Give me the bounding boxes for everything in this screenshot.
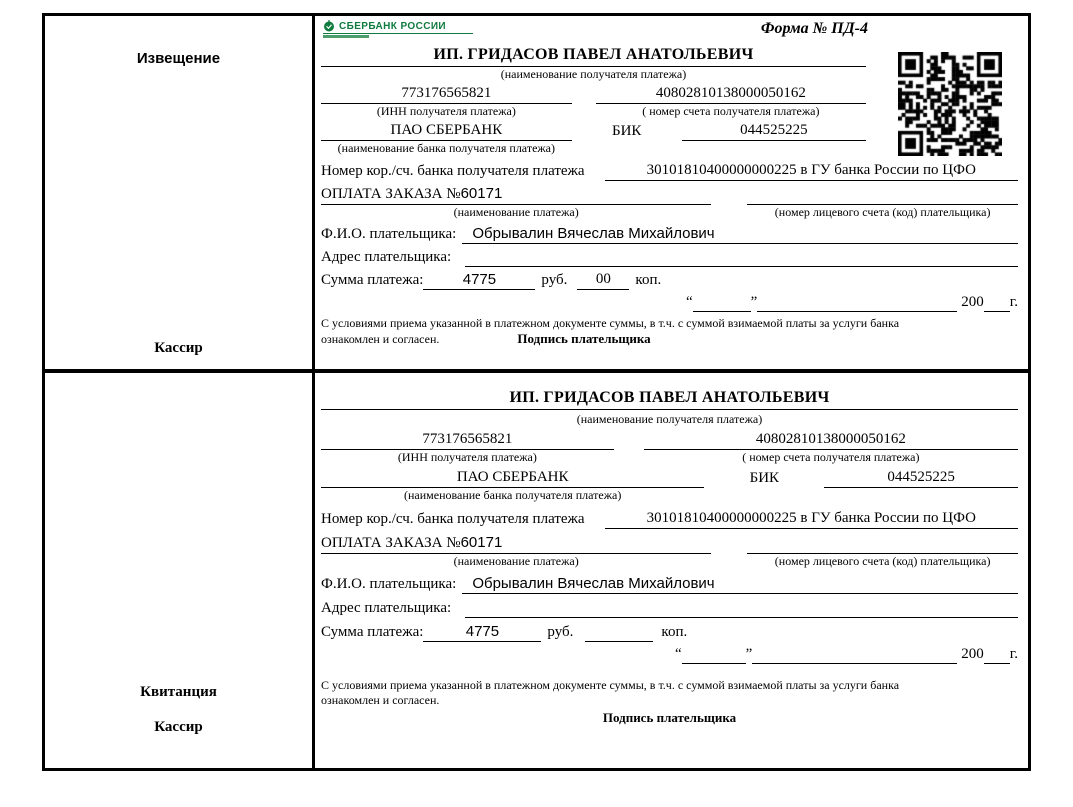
notice-side-column	[45, 16, 315, 369]
amount-row	[321, 270, 1018, 290]
date-open-quote: “	[674, 646, 682, 662]
notice-main	[315, 16, 1028, 369]
payer-name-label: Ф.И.О. плательщика:	[321, 576, 457, 592]
rub-label: руб.	[547, 624, 574, 640]
date-year-suffix: г.	[1009, 294, 1018, 310]
payer-name-row	[321, 224, 1018, 244]
sberbank-logo-icon	[323, 20, 335, 32]
terms-line1: С условиями приема указанной в платежном документе суммы, в т.ч. с суммой взимаемой платы за услуги банка	[321, 678, 900, 692]
sberbank-logo-text: СБЕРБАНК РОССИИ	[339, 20, 447, 32]
payer-signature-label: Подпись плательщика	[517, 331, 651, 346]
amount-rub-value: 4775	[423, 270, 535, 290]
payer-address-label: Адрес плательщика:	[321, 249, 452, 265]
personal-account-caption: (номер лицевого счета (код) плательщика)	[774, 554, 991, 568]
payer-address-value	[465, 599, 1018, 618]
bank-bik-row	[321, 468, 1018, 503]
date-row	[321, 292, 1018, 312]
receipt-side-labels	[45, 666, 312, 736]
terms-line2: ознакомлен и согласен.	[321, 332, 440, 346]
sberbank-logo-tagline	[323, 35, 369, 38]
amount-kop-value	[585, 623, 653, 642]
inn-value: 773176565821	[321, 430, 614, 450]
payer-address-label: Адрес плательщика:	[321, 600, 452, 616]
inn-value: 773176565821	[321, 84, 572, 104]
date-month-field	[757, 293, 957, 312]
date-year-prefix: 200	[961, 294, 984, 310]
date-close-quote: ”	[745, 646, 753, 662]
bank-caption: (наименование банка получателя платежа)	[404, 488, 622, 502]
payment-purpose-text: ОПЛАТА ЗАКАЗА №	[321, 186, 461, 202]
receipt-side-column	[45, 373, 315, 768]
inn-account-row	[321, 84, 866, 119]
personal-account-value	[747, 535, 1018, 554]
bik-label: БИК	[611, 123, 642, 139]
payee-caption: (наименование получателя платежа)	[500, 67, 687, 81]
form-number-label: Форма № ПД-4	[760, 20, 868, 37]
receipt-section	[45, 373, 1028, 768]
sberbank-logo	[323, 20, 473, 38]
amount-label: Сумма платежа:	[321, 624, 424, 640]
payment-purpose-row	[321, 184, 1018, 220]
amount-kop-value: 00	[577, 270, 629, 290]
order-number-value: 60171	[460, 185, 503, 202]
terms-line1: С условиями приема указанной в платежном документе суммы, в т.ч. с суммой взимаемой платы за услуги банка	[321, 316, 900, 330]
personal-account-caption: (номер лицевого счета (код) плательщика)	[774, 205, 991, 219]
corr-value: 30101810400000000225 в ГУ банка России по ЦФО	[605, 161, 1018, 181]
corr-label: Номер кор./сч. банка получателя платежа	[321, 511, 585, 527]
payment-purpose-caption: (наименование платежа)	[453, 554, 579, 568]
date-year-prefix: 200	[961, 646, 984, 662]
account-value: 40802810138000050162	[596, 84, 866, 104]
date-close-quote: ”	[750, 294, 758, 310]
account-caption: ( номер счета получателя платежа)	[642, 104, 820, 118]
corr-value: 30101810400000000225 в ГУ банка России по ЦФО	[605, 509, 1018, 529]
bik-label: БИК	[749, 470, 780, 486]
payer-address-row	[321, 598, 1018, 618]
date-day-field	[693, 293, 751, 312]
rub-label: руб.	[541, 272, 568, 288]
date-open-quote: “	[685, 294, 693, 310]
terms-line2: ознакомлен и согласен.	[321, 693, 440, 707]
payer-signature-label: Подпись плательщика	[602, 710, 737, 725]
date-year-field	[984, 293, 1010, 312]
notice-section	[45, 16, 1028, 373]
inn-caption: (ИНН получателя платежа)	[376, 104, 516, 118]
payment-purpose-row	[321, 533, 1018, 569]
date-day-field	[682, 645, 746, 664]
bank-caption: (наименование банка получателя платежа)	[337, 141, 556, 155]
cashier-label: Кассир	[154, 719, 203, 735]
notice-label: Извещение	[136, 50, 221, 67]
payment-purpose-caption: (наименование платежа)	[453, 205, 579, 219]
payer-address-row	[321, 247, 1018, 267]
payer-name-label: Ф.И.О. плательщика:	[321, 226, 457, 242]
payer-name-row	[321, 574, 1018, 594]
amount-rub-value: 4775	[423, 622, 541, 642]
date-row	[321, 644, 1018, 664]
inn-account-row	[321, 430, 1018, 465]
bank-name-value: ПАО СБЕРБАНК	[321, 121, 572, 141]
corr-label: Номер кор./сч. банка получателя платежа	[321, 163, 585, 179]
qr-code	[898, 52, 1002, 156]
receipt-main	[315, 373, 1028, 768]
bank-bik-row	[321, 121, 866, 156]
terms-signature-row	[321, 331, 1018, 347]
amount-row	[321, 622, 1018, 642]
date-month-field	[752, 645, 957, 664]
account-value: 40802810138000050162	[644, 430, 1018, 450]
payee-caption: (наименование получателя платежа)	[576, 412, 763, 426]
inn-caption: (ИНН получателя платежа)	[397, 450, 537, 464]
kop-label: коп.	[661, 624, 688, 640]
payment-purpose-value	[321, 184, 711, 205]
payer-name-value: Обрывалин Вячеслав Михайлович	[462, 224, 1018, 244]
payee-name: ИП. ГРИДАСОВ ПАВЕЛ АНАТОЛЬЕВИЧ	[321, 389, 1018, 410]
bank-name-value: ПАО СБЕРБАНК	[321, 468, 704, 488]
payment-purpose-value	[321, 533, 711, 554]
kop-label: коп.	[635, 272, 662, 288]
receipt-label: Квитанция	[140, 684, 217, 700]
account-caption: ( номер счета получателя платежа)	[742, 450, 920, 464]
date-year-suffix: г.	[1009, 646, 1018, 662]
notice-header	[321, 16, 1018, 46]
amount-label: Сумма платежа:	[321, 272, 424, 288]
bik-value: 044525225	[824, 468, 1018, 488]
order-number-value: 60171	[460, 534, 503, 551]
document-frame	[42, 13, 1031, 771]
payer-address-value	[465, 248, 1018, 267]
corr-account-row	[321, 161, 1018, 181]
payer-name-value: Обрывалин Вячеслав Михайлович	[462, 574, 1018, 594]
payment-purpose-text: ОПЛАТА ЗАКАЗА №	[321, 535, 461, 551]
payee-name: ИП. ГРИДАСОВ ПАВЕЛ АНАТОЛЬЕВИЧ	[321, 46, 866, 67]
personal-account-value	[747, 186, 1018, 205]
bik-value: 044525225	[682, 121, 866, 141]
cashier-label: Кассир	[154, 340, 203, 356]
date-year-field	[984, 645, 1010, 664]
corr-account-row	[321, 509, 1018, 529]
